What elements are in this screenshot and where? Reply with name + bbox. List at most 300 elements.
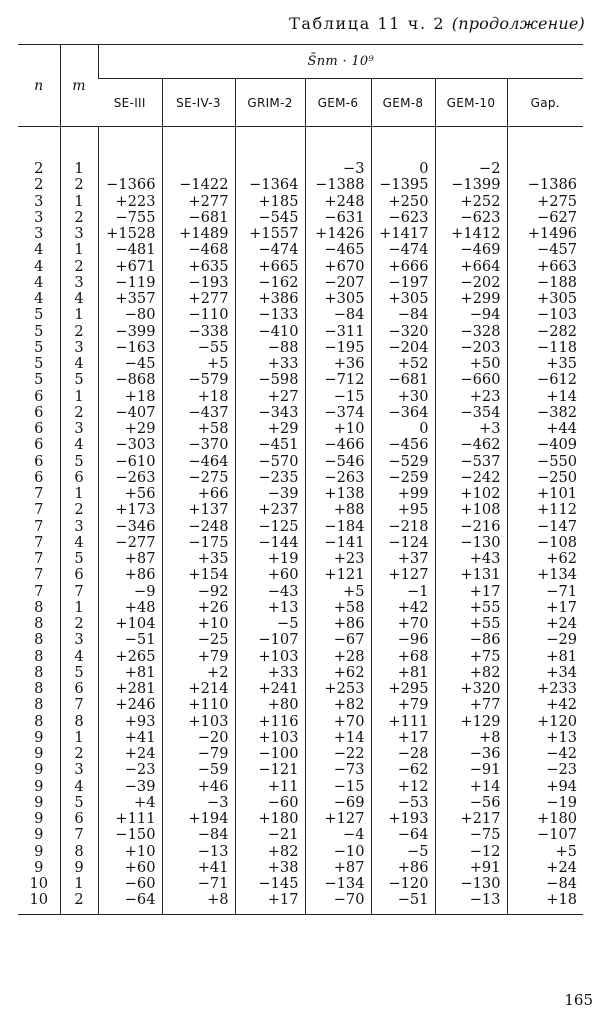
cell-value: −623 xyxy=(435,210,507,226)
cell-value: −23 xyxy=(98,762,162,778)
cell-value: 0 xyxy=(371,161,435,177)
cell-value: −21 xyxy=(235,827,305,843)
cell-m: 1 xyxy=(60,389,98,405)
cell-value: +111 xyxy=(371,714,435,730)
column-header-model: GEM-6 xyxy=(305,79,371,127)
cell-value: +131 xyxy=(435,567,507,583)
cell-value: −86 xyxy=(435,632,507,648)
cell-value: −579 xyxy=(162,372,235,388)
cell-value: +18 xyxy=(162,389,235,405)
cell-value: +11 xyxy=(235,779,305,795)
cell-value: −75 xyxy=(435,827,507,843)
cell-value: +66 xyxy=(162,486,235,502)
cell-value: +13 xyxy=(235,600,305,616)
cell-value: −10 xyxy=(305,844,371,860)
cell-n: 6 xyxy=(34,468,44,486)
cell-value: −712 xyxy=(305,372,371,388)
cell-value: +5 xyxy=(507,844,583,860)
cell-value: −134 xyxy=(305,876,371,892)
cell-value: +111 xyxy=(98,811,162,827)
cell-value: −42 xyxy=(507,746,583,762)
cell-n: 8 xyxy=(34,712,44,730)
table-row xyxy=(18,210,583,226)
cell-value: −466 xyxy=(305,437,371,453)
cell-n: 4 xyxy=(34,241,44,259)
cell-value: −125 xyxy=(235,519,305,535)
cell-m: 1 xyxy=(60,486,98,502)
cell-n: 9 xyxy=(34,810,44,827)
cell-value: +320 xyxy=(435,681,507,697)
column-header-model: GEM-8 xyxy=(371,79,435,127)
cell-value: −39 xyxy=(235,486,305,502)
cell-value: −69 xyxy=(305,795,371,811)
cell-value: +237 xyxy=(235,502,305,518)
cell-value: +60 xyxy=(235,567,305,583)
cell-value: −197 xyxy=(371,275,435,291)
cell-value: +55 xyxy=(435,616,507,632)
cell-value: −868 xyxy=(98,372,162,388)
cell-value: +120 xyxy=(507,714,583,730)
cell-value: +70 xyxy=(305,714,371,730)
table-row xyxy=(18,161,583,177)
cell-value: −755 xyxy=(98,210,162,226)
cell-m: 1 xyxy=(60,876,98,892)
cell-value: +56 xyxy=(98,486,162,502)
cell-value: +5 xyxy=(162,356,235,372)
cell-n: 9 xyxy=(34,761,44,779)
cell-value: +277 xyxy=(162,291,235,307)
cell-value: −1388 xyxy=(305,177,371,193)
cell-value: −320 xyxy=(371,324,435,340)
cell-value: +50 xyxy=(435,356,507,372)
cell-value: −407 xyxy=(98,405,162,421)
cell-value: −277 xyxy=(98,535,162,551)
cell-value xyxy=(98,161,162,177)
cell-value: +38 xyxy=(235,860,305,876)
cell-value: −303 xyxy=(98,437,162,453)
cell-value: +217 xyxy=(435,811,507,827)
cell-value: +81 xyxy=(98,665,162,681)
cell-value: −25 xyxy=(162,632,235,648)
cell-value: −437 xyxy=(162,405,235,421)
cell-value: −130 xyxy=(435,876,507,892)
table-row xyxy=(18,860,583,876)
cell-n: 3 xyxy=(34,208,44,226)
cell-value: −71 xyxy=(507,584,583,600)
cell-m: 4 xyxy=(60,437,98,453)
cell-value: −612 xyxy=(507,372,583,388)
cell-value: −1366 xyxy=(98,177,162,193)
cell-value: −263 xyxy=(305,470,371,486)
cell-m: 3 xyxy=(60,519,98,535)
cell-value: +281 xyxy=(98,681,162,697)
cell-value: +29 xyxy=(235,421,305,437)
cell-value: +55 xyxy=(435,600,507,616)
cell-value: −13 xyxy=(162,844,235,860)
cell-value: +23 xyxy=(305,551,371,567)
cell-value: +82 xyxy=(435,665,507,681)
cell-value: −623 xyxy=(371,210,435,226)
table-row xyxy=(18,584,583,600)
cell-value: −550 xyxy=(507,454,583,470)
coefficients-table xyxy=(18,44,583,915)
cell-value: −62 xyxy=(371,762,435,778)
cell-value: −70 xyxy=(305,892,371,915)
cell-n: 7 xyxy=(34,566,44,584)
cell-value: −546 xyxy=(305,454,371,470)
table-row xyxy=(18,454,583,470)
cell-m: 3 xyxy=(60,762,98,778)
cell-value: −610 xyxy=(98,454,162,470)
table-row xyxy=(18,291,583,307)
cell-m: 3 xyxy=(60,340,98,356)
cell-value: −45 xyxy=(98,356,162,372)
cell-value: +173 xyxy=(98,502,162,518)
cell-value: −462 xyxy=(435,437,507,453)
cell-value: −195 xyxy=(305,340,371,356)
cell-value: −346 xyxy=(98,519,162,535)
cell-value: −144 xyxy=(235,535,305,551)
cell-value: +110 xyxy=(162,697,235,713)
cell-value: −1395 xyxy=(371,177,435,193)
cell-value: −84 xyxy=(162,827,235,843)
cell-n: 5 xyxy=(34,355,44,372)
cell-value: −147 xyxy=(507,519,583,535)
cell-value: +79 xyxy=(162,649,235,665)
cell-n: 4 xyxy=(34,290,44,307)
cell-n: 6 xyxy=(34,387,44,405)
cell-value: −39 xyxy=(98,779,162,795)
cell-value: +86 xyxy=(98,567,162,583)
cell-n: 10 xyxy=(29,891,49,909)
cell-n: 8 xyxy=(34,631,44,649)
cell-value: −51 xyxy=(98,632,162,648)
cell-value: +4 xyxy=(98,795,162,811)
cell-value: +41 xyxy=(98,730,162,746)
cell-value: −84 xyxy=(371,307,435,323)
cell-n: 7 xyxy=(34,550,44,567)
cell-value: +17 xyxy=(371,730,435,746)
caption-subtitle: (продолжение) xyxy=(451,14,585,33)
cell-value: +24 xyxy=(98,746,162,762)
cell-value: +86 xyxy=(305,616,371,632)
cell-value: +24 xyxy=(507,860,583,876)
table-row xyxy=(18,844,583,860)
cell-n: 6 xyxy=(34,436,44,454)
cell-value: −43 xyxy=(235,584,305,600)
cell-m: 5 xyxy=(60,454,98,470)
column-header-m: m xyxy=(60,45,98,127)
cell-value: +103 xyxy=(235,730,305,746)
cell-value: −259 xyxy=(371,470,435,486)
cell-value: +33 xyxy=(235,665,305,681)
cell-value: +10 xyxy=(305,421,371,437)
cell-value: −1364 xyxy=(235,177,305,193)
cell-value: +18 xyxy=(98,389,162,405)
cell-m: 1 xyxy=(60,600,98,616)
cell-value: +82 xyxy=(305,697,371,713)
cell-value xyxy=(235,161,305,177)
cell-value: −481 xyxy=(98,242,162,258)
cell-value: −364 xyxy=(371,405,435,421)
cell-value: −338 xyxy=(162,324,235,340)
cell-value: −121 xyxy=(235,762,305,778)
cell-value: −64 xyxy=(371,827,435,843)
table-row xyxy=(18,535,583,551)
cell-value: −51 xyxy=(371,892,435,915)
cell-value: +112 xyxy=(507,502,583,518)
cell-value: +99 xyxy=(371,486,435,502)
table-row xyxy=(18,259,583,275)
cell-value: −660 xyxy=(435,372,507,388)
cell-value: −1386 xyxy=(507,177,583,193)
cell-value: +24 xyxy=(507,616,583,632)
cell-value: +663 xyxy=(507,259,583,275)
table-row xyxy=(18,567,583,583)
cell-m: 5 xyxy=(60,665,98,681)
cell-m: 9 xyxy=(60,860,98,876)
cell-m: 2 xyxy=(60,616,98,632)
cell-value: −55 xyxy=(162,340,235,356)
cell-n: 2 xyxy=(34,176,44,194)
cell-value: +19 xyxy=(235,551,305,567)
cell-value: −120 xyxy=(371,876,435,892)
cell-value: −9 xyxy=(98,584,162,600)
cell-value: −107 xyxy=(235,632,305,648)
cell-n: 2 xyxy=(34,160,44,177)
cell-m: 3 xyxy=(60,275,98,291)
cell-value: −108 xyxy=(507,535,583,551)
cell-value: −124 xyxy=(371,535,435,551)
cell-value: +81 xyxy=(507,649,583,665)
cell-value: −84 xyxy=(305,307,371,323)
cell-value: −110 xyxy=(162,307,235,323)
column-header-model: SE-III xyxy=(98,79,162,127)
table-row xyxy=(18,372,583,388)
cell-value: −545 xyxy=(235,210,305,226)
cell-value: −410 xyxy=(235,324,305,340)
cell-n: 3 xyxy=(34,225,44,242)
cell-value: −56 xyxy=(435,795,507,811)
cell-n: 8 xyxy=(34,647,44,665)
table-body xyxy=(18,127,583,915)
table-row xyxy=(18,795,583,811)
cell-value: +305 xyxy=(507,291,583,307)
table-row xyxy=(18,470,583,486)
cell-value: −374 xyxy=(305,405,371,421)
cell-value: +265 xyxy=(98,649,162,665)
cell-value: −681 xyxy=(162,210,235,226)
cell-value: −218 xyxy=(371,519,435,535)
cell-value: +127 xyxy=(371,567,435,583)
cell-value: +214 xyxy=(162,681,235,697)
cell-value: −118 xyxy=(507,340,583,356)
cell-n: 8 xyxy=(34,615,44,632)
cell-value: −5 xyxy=(371,844,435,860)
cell-value: +35 xyxy=(162,551,235,567)
model-header-row xyxy=(18,79,583,127)
cell-m: 1 xyxy=(60,730,98,746)
cell-n: 4 xyxy=(34,273,44,291)
cell-value: −681 xyxy=(371,372,435,388)
cell-value: +70 xyxy=(371,616,435,632)
cell-value xyxy=(507,161,583,177)
cell-value: −311 xyxy=(305,324,371,340)
cell-value: +233 xyxy=(507,681,583,697)
cell-value: +194 xyxy=(162,811,235,827)
cell-value: −529 xyxy=(371,454,435,470)
cell-value: −100 xyxy=(235,746,305,762)
cell-value: +241 xyxy=(235,681,305,697)
cell-value: +250 xyxy=(371,194,435,210)
cell-m: 6 xyxy=(60,811,98,827)
cell-n: 9 xyxy=(34,728,44,746)
cell-value: +1557 xyxy=(235,226,305,242)
cell-value: −263 xyxy=(98,470,162,486)
cell-n: 8 xyxy=(34,663,44,681)
page-number: 165 xyxy=(564,991,593,1009)
cell-m: 4 xyxy=(60,779,98,795)
cell-value: −399 xyxy=(98,324,162,340)
cell-value: +17 xyxy=(235,892,305,915)
cell-value: +18 xyxy=(507,892,583,915)
table-row xyxy=(18,307,583,323)
spacer-row xyxy=(18,127,583,162)
cell-value xyxy=(162,161,235,177)
cell-value: −84 xyxy=(507,876,583,892)
cell-value: −4 xyxy=(305,827,371,843)
cell-value: +75 xyxy=(435,649,507,665)
cell-value: +58 xyxy=(162,421,235,437)
cell-value: −282 xyxy=(507,324,583,340)
cell-value: +79 xyxy=(371,697,435,713)
cell-value: −370 xyxy=(162,437,235,453)
cell-value: −184 xyxy=(305,519,371,535)
cell-value: +23 xyxy=(435,389,507,405)
cell-n: 5 xyxy=(34,322,44,340)
cell-value: +52 xyxy=(371,356,435,372)
cell-n: 9 xyxy=(34,858,44,876)
cell-value: +94 xyxy=(507,779,583,795)
cell-n: 4 xyxy=(34,257,44,275)
cell-value: −141 xyxy=(305,535,371,551)
cell-m: 7 xyxy=(60,584,98,600)
cell-value: −103 xyxy=(507,307,583,323)
table-row xyxy=(18,356,583,372)
cell-value: −570 xyxy=(235,454,305,470)
cell-value: +104 xyxy=(98,616,162,632)
column-header-model: GEM-10 xyxy=(435,79,507,127)
cell-value: −60 xyxy=(235,795,305,811)
table-row xyxy=(18,340,583,356)
cell-n: 8 xyxy=(34,598,44,616)
cell-n: 5 xyxy=(34,306,44,324)
cell-value: −96 xyxy=(371,632,435,648)
table-row xyxy=(18,746,583,762)
cell-value: +127 xyxy=(305,811,371,827)
cell-value: −79 xyxy=(162,746,235,762)
cell-value: +26 xyxy=(162,600,235,616)
table-row xyxy=(18,714,583,730)
table-row xyxy=(18,437,583,453)
cell-value: −133 xyxy=(235,307,305,323)
cell-value: −207 xyxy=(305,275,371,291)
cell-value: −71 xyxy=(162,876,235,892)
cell-m: 7 xyxy=(60,697,98,713)
cell-value: +10 xyxy=(98,844,162,860)
cell-m: 2 xyxy=(60,210,98,226)
cell-value: +14 xyxy=(435,779,507,795)
cell-n: 6 xyxy=(34,403,44,421)
cell-value: −2 xyxy=(435,161,507,177)
cell-n: 8 xyxy=(34,680,44,697)
cell-value: +37 xyxy=(371,551,435,567)
cell-n: 8 xyxy=(34,696,44,714)
cell-m: 2 xyxy=(60,892,98,915)
cell-value: −53 xyxy=(371,795,435,811)
cell-value: +86 xyxy=(371,860,435,876)
cell-value: −59 xyxy=(162,762,235,778)
cell-value: −22 xyxy=(305,746,371,762)
cell-value: −343 xyxy=(235,405,305,421)
cell-value: +68 xyxy=(371,649,435,665)
cell-value: +93 xyxy=(98,714,162,730)
cell-m: 1 xyxy=(60,161,98,177)
cell-value: −15 xyxy=(305,779,371,795)
cell-value: +77 xyxy=(435,697,507,713)
table-row xyxy=(18,421,583,437)
cell-value: −19 xyxy=(507,795,583,811)
cell-value: +180 xyxy=(235,811,305,827)
cell-m: 5 xyxy=(60,551,98,567)
table-row xyxy=(18,665,583,681)
cell-value: +223 xyxy=(98,194,162,210)
cell-m: 8 xyxy=(60,844,98,860)
table-row xyxy=(18,632,583,648)
cell-value: +670 xyxy=(305,259,371,275)
cell-value: −150 xyxy=(98,827,162,843)
cell-value: −94 xyxy=(435,307,507,323)
cell-n: 7 xyxy=(34,501,44,519)
cell-n: 9 xyxy=(34,842,44,860)
cell-value: −631 xyxy=(305,210,371,226)
cell-value: −354 xyxy=(435,405,507,421)
cell-value: +295 xyxy=(371,681,435,697)
cell-value: +13 xyxy=(507,730,583,746)
cell-value: +60 xyxy=(98,860,162,876)
cell-value: +1489 xyxy=(162,226,235,242)
cell-n: 7 xyxy=(34,533,44,551)
cell-value: −409 xyxy=(507,437,583,453)
cell-value: +17 xyxy=(507,600,583,616)
cell-value: +299 xyxy=(435,291,507,307)
cell-value: −382 xyxy=(507,405,583,421)
cell-n: 9 xyxy=(34,777,44,795)
cell-value: +1528 xyxy=(98,226,162,242)
cell-value: −204 xyxy=(371,340,435,356)
table-row xyxy=(18,697,583,713)
table-row xyxy=(18,730,583,746)
cell-value: +95 xyxy=(371,502,435,518)
column-header-model: SE-IV-3 xyxy=(162,79,235,127)
cell-value: +252 xyxy=(435,194,507,210)
cell-value: +62 xyxy=(305,665,371,681)
cell-value: +137 xyxy=(162,502,235,518)
cell-n: 9 xyxy=(34,826,44,844)
cell-value: +17 xyxy=(435,584,507,600)
cell-n: 9 xyxy=(34,793,44,811)
cell-value: +665 xyxy=(235,259,305,275)
